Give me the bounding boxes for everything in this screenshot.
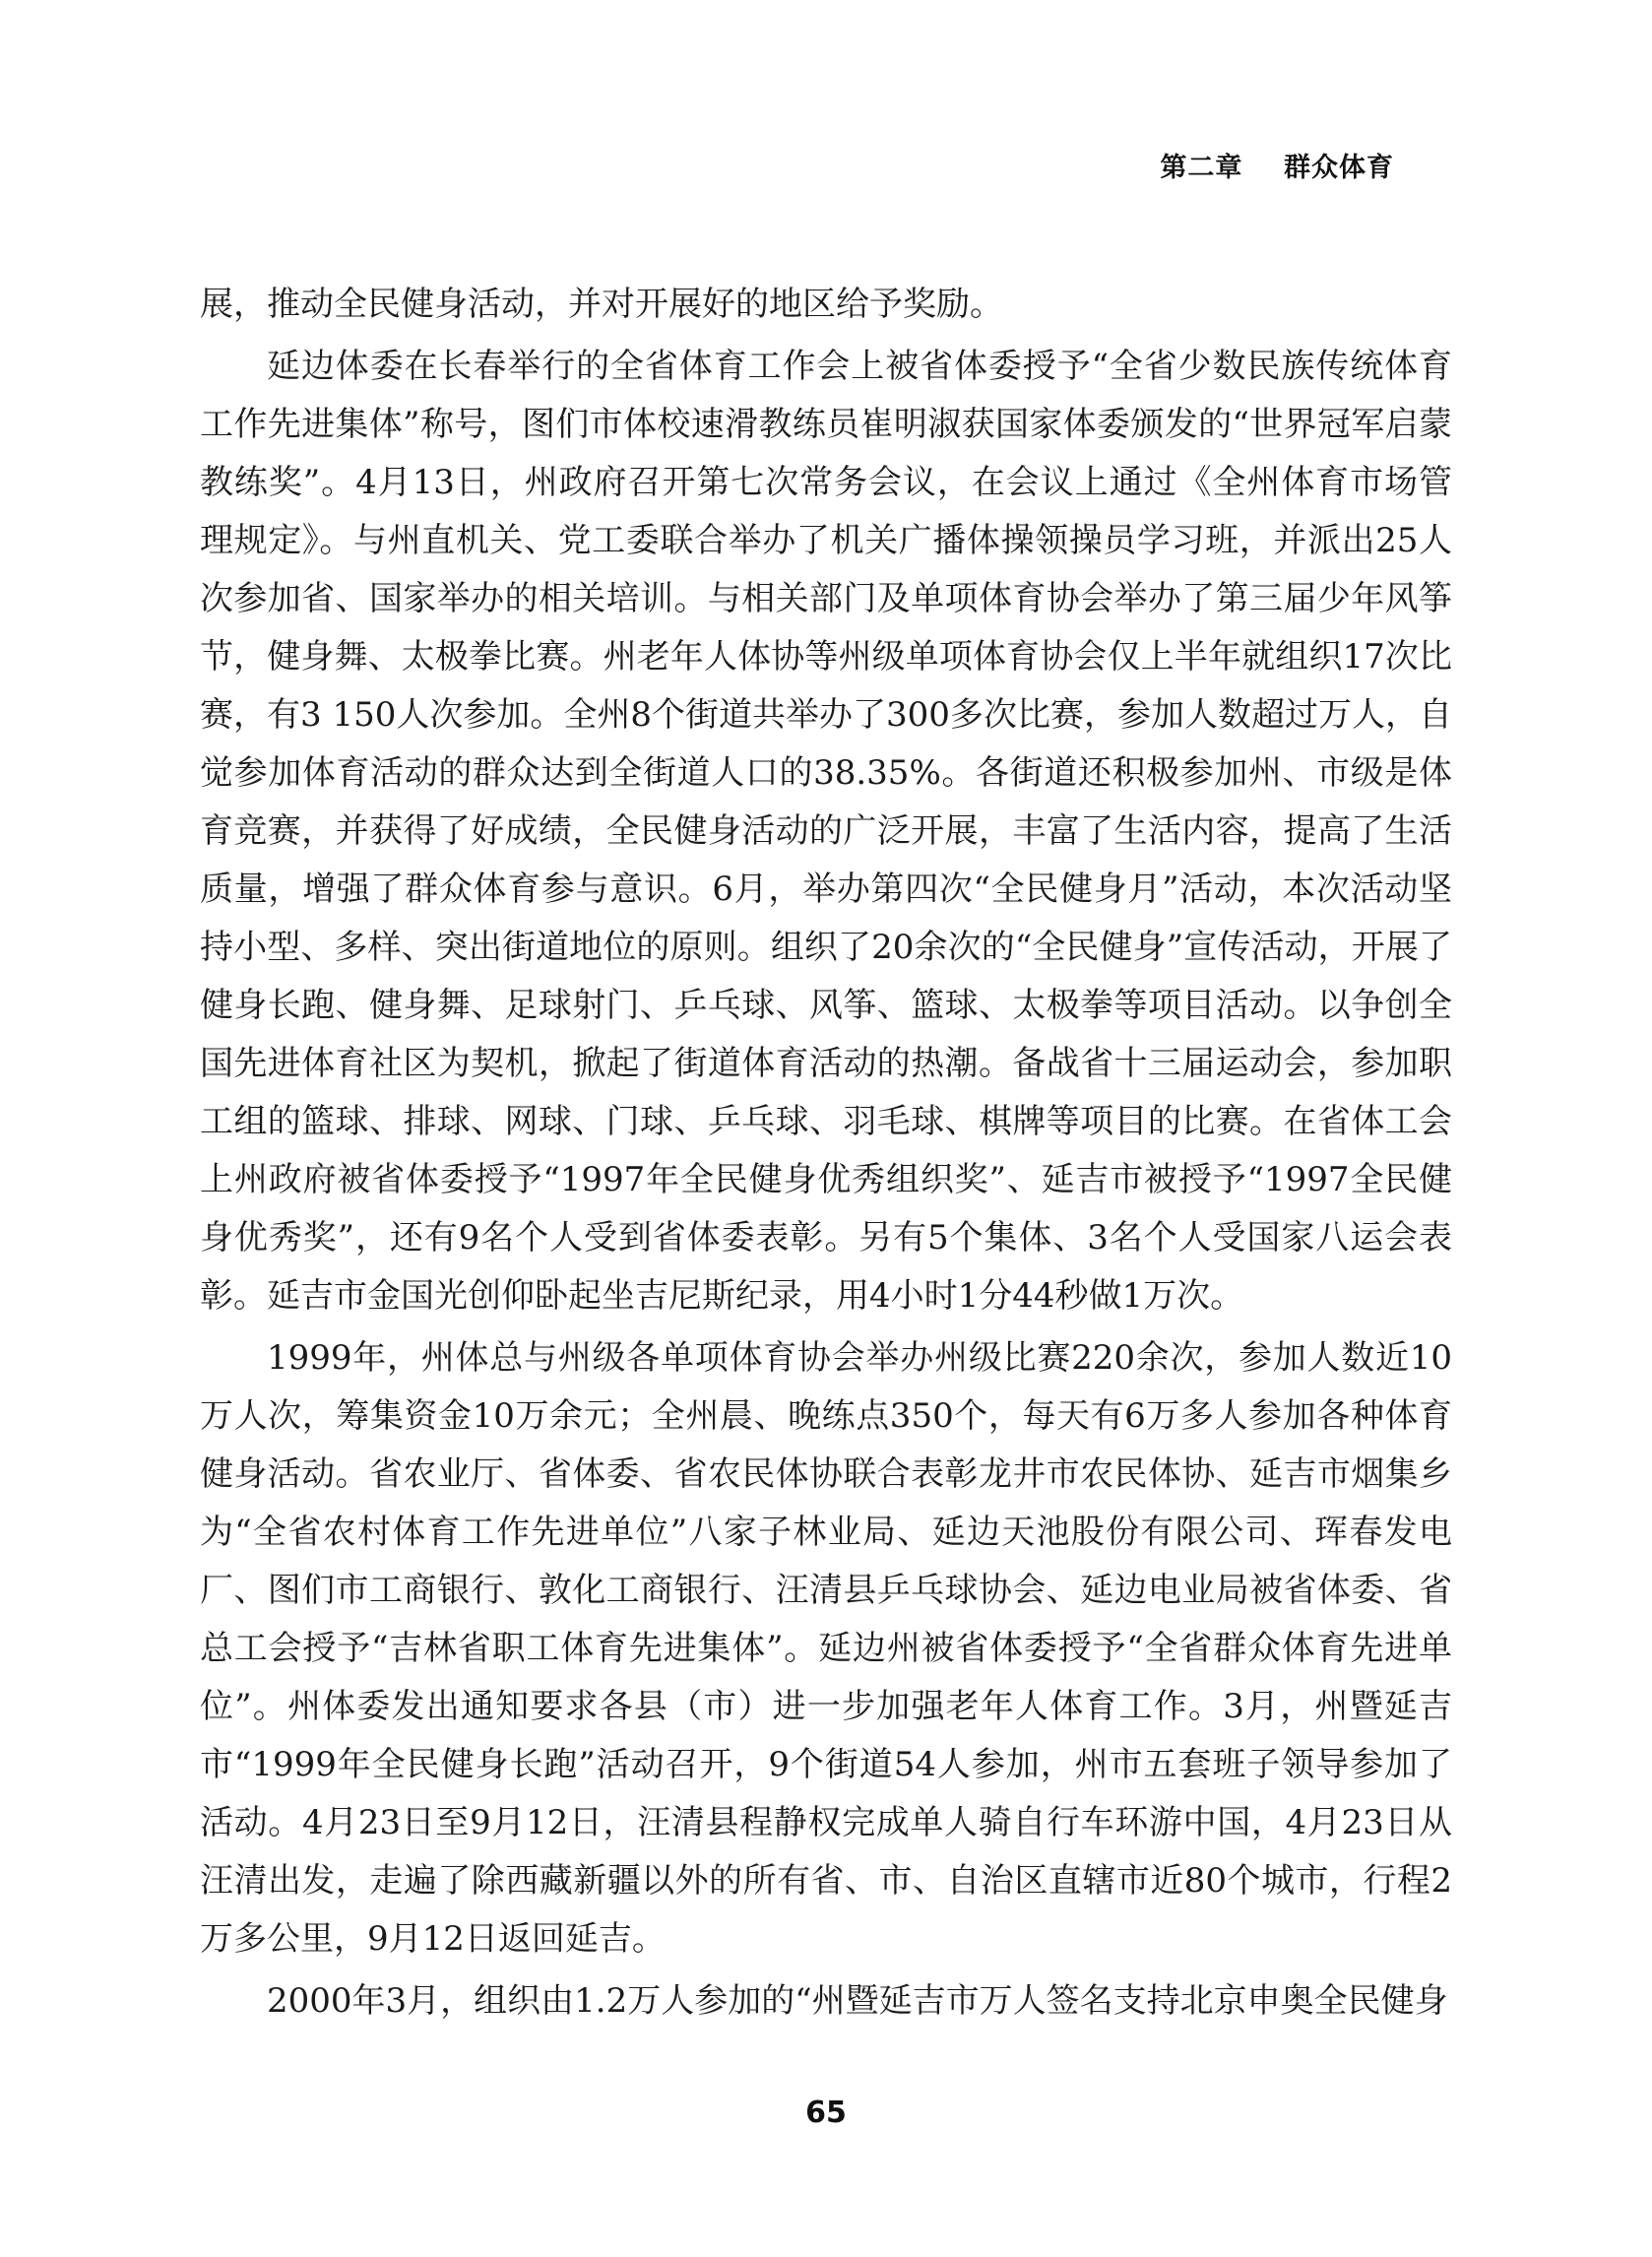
body-text: [200, 276, 1452, 2034]
paragraph: 1999年，州体总与州级各单项体育协会举办州级比赛220余次，参加人数近10万人次，筹集资金10万余元；全州晨、晚练点350个，每天有6万多人参加各种体育健身活动。省农业厅、省体委、省农民体协联合表彰龙井市农民体协、延吉市烟集乡为“全省农村体育工作先进单位”八家子林业局、延边天池股份有限公司、珲春发电厂、图们市工商银行、敦化工商银行、汪清县乒乓球协会、延边电业局被省体委、省总工会授予“吉林省职工体育先进集体”。延边州被省体委授予“全省群众体育先进单位”。州体委发出通知要求各县（市）进一步加强老年人体育工作。3月，州暨延吉市“1999年全民健身长跑”活动召开，9个街道54人参加，州市五套班子领导参加了活动。4月23日至9月12日，汪清县程静权完成单人骑自行车环游中国，4月23日从汪清出发，走遍了除西藏新疆以外的所有省、市、自治区直辖市近80个城市，行程2万多公里，9月12日返回延吉。: [200, 1338, 1452, 1959]
paragraph: 延边体委在长春举行的全省体育工作会上被省体委授予“全省少数民族传统体育工作先进集体”称号，图们市体校速滑教练员崔明淑获国家体委颁发的“世界冠军启蒙教练奖”。4月13日，州政府召开第七次常务会议，在会议上通过《全州体育市场管理规定》。与州直机关、党工委联合举办了机关广播体操领操员学习班，并派出25人次参加省、国家举办的相关培训。与相关部门及单项体育协会举办了第三届少年风筝节，健身舞、太极拳比赛。州老年人体协等州级单项体育协会仅上半年就组织17次比赛，有3 150人次参加。全州8个街道共举办了300多次比赛，参加人数超过万人，自觉参加体育活动的群众达到全街道人口的38.35%。各街道还积极参加州、市级是体育竞赛，并获得了好成绩，全民健身活动的广泛开展，丰富了生活内容，提高了生活质量，增强了群众体育参与意识。6月，举办第四次“全民健身月”活动，本次活动坚持小型、多样、突出街道地位的原则。组织了20余次的“全民健身”宣传活动，开展了健身长跑、健身舞、足球射门、乒乓球、风筝、篮球、太极拳等项目活动。以争创全国先进体育社区为契机，掀起了街道体育活动的热潮。备战省十三届运动会，参加职工组的篮球、排球、网球、门球、乒乓球、羽毛球、棋牌等项目的比赛。在省体工会上州政府被省体委授予“1997年全民健身优秀组织奖”、延吉市被授予“1997全民健身优秀奖”，还有9名个人受到省体委表彰。另有5个集体、3名个人受国家八运会表彰。延吉市金国光创仰卧起坐吉尼斯纪录，用4小时1分44秒做1万次。: [200, 347, 1452, 1316]
paragraph-continuation: 展，推动全民健身活动，并对开展好的地区给予奖励。: [200, 285, 1003, 324]
page-number: 65: [805, 2096, 847, 2130]
paragraph: 2000年3月，组织由1.2万人参加的“州暨延吉市万人签名支持北京申奥全民健身: [267, 1981, 1448, 2021]
running-header: 第二章 群众体育: [1160, 153, 1394, 183]
